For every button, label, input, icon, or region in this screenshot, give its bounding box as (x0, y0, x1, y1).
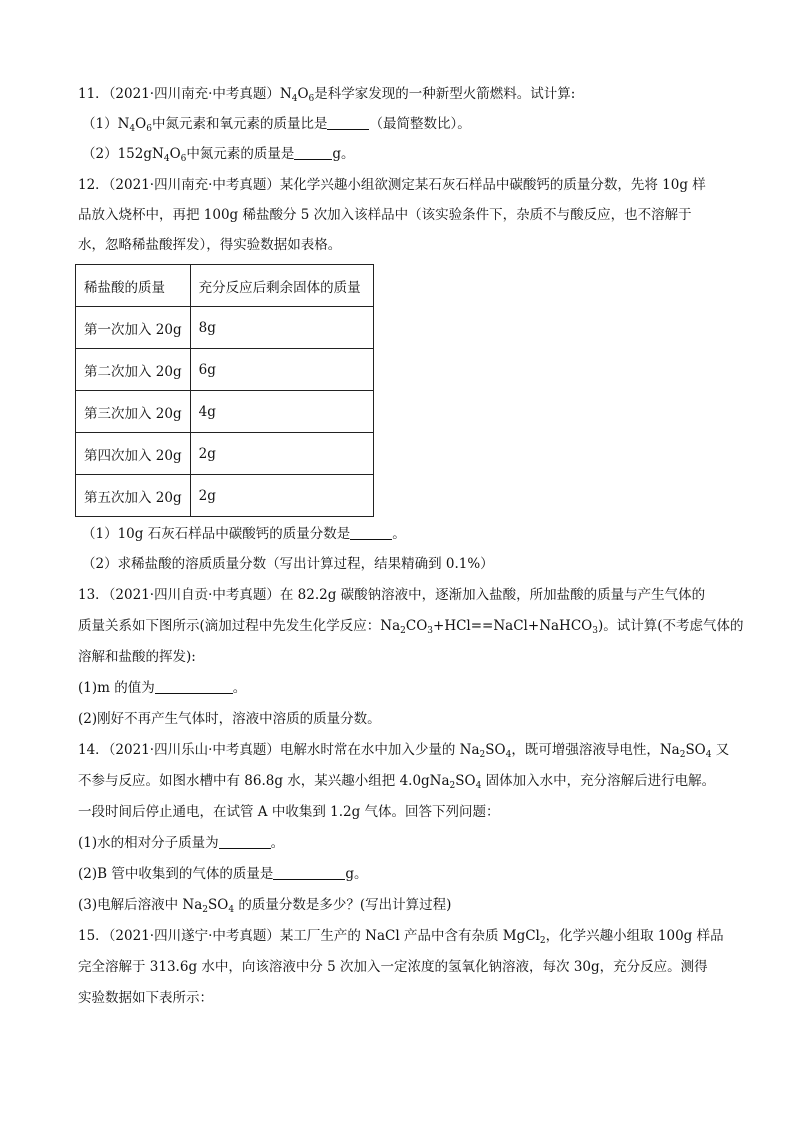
answer-blank[interactable] (155, 679, 233, 694)
answer-blank[interactable] (294, 145, 332, 160)
q13-part1: (1)m 的值为 。 (78, 680, 247, 696)
table-cell: 第一次加入 20g (76, 307, 191, 349)
q13-part2: (2)刚好不再产生气体时，溶液中溶质的质量分数。 (78, 711, 381, 727)
answer-blank[interactable] (219, 834, 271, 849)
table-cell: 2g (190, 475, 373, 517)
table-cell: 4g (190, 391, 373, 433)
q14-stem-line3: 一段时间后停止通电，在试管 A 中收集到 1.2g 气体。回答下列问题： (78, 804, 500, 820)
table-header-cell: 充分反应后剩余固体的质量 (190, 265, 373, 307)
table-row (76, 475, 374, 517)
q12-part1: （1）10g 石灰石样品中碳酸钙的质量分数是 。 (82, 526, 406, 542)
q11-part1: $(1)N_4O_6$中氮元素和氧元素的质量比是 （最简整数比）。 (82, 116, 471, 134)
table-row (76, 349, 374, 391)
q12-data-table (75, 264, 374, 517)
answer-blank[interactable] (350, 525, 392, 540)
answer-blank[interactable] (273, 865, 345, 880)
table-cell: 2g (190, 433, 373, 475)
q14-part1: (1)水的相对分子质量为 。 (78, 835, 285, 851)
q11-stem: 11．（2021·四川南充·中考真题）$N_4O_6$是科学家发现的一种新型火箭燃料。试计算: (78, 86, 576, 104)
q15-stem-line2: 完全溶解于 313.6g 水中，向该溶液中分 5 次加入一定浓度的氢氧化钠溶液，每次 30g，充分反应。测得 (78, 959, 708, 975)
table-row (76, 307, 374, 349)
q15-stem-line1: 15．（2021·四川遂宁·中考真题）某工厂生产的 NaCl 产品中含有杂质 MgCl$_2$，化学兴趣小组取 100g 样品 (78, 928, 724, 946)
q13-stem-line1: 13．（2021·四川自贡·中考真题）在 82.2g 碳酸钠溶液中，逐渐加入盐酸，所加盐酸的质量与产生气体的 (78, 587, 706, 603)
table-cell: 6g (190, 349, 373, 391)
q12-stem-line2: 品放入烧杯中，再把 100g 稀盐酸分 5 次加入该样品中（该实验条件下，杂质不与酸反应，也不溶解于 (78, 207, 692, 223)
q14-stem-line2: 不参与反应。如图水槽中有 86.8g 水，某兴趣小组把 $4.0gNa_2SO_4$ 固体加入水中，充分溶解后进行电解。 (78, 773, 716, 791)
q12-stem-line1: 12．（2021·四川南充·中考真题）某化学兴趣小组欲测定某石灰石样品中碳酸钙的质量分数，先将 10g 样 (78, 177, 706, 193)
table-cell: 第三次加入 20g (76, 391, 191, 433)
table-header-row (76, 265, 374, 307)
table-header-cell: 稀盐酸的质量 (76, 265, 191, 307)
table-row (76, 391, 374, 433)
table-cell: 第四次加入 20g (76, 433, 191, 475)
table-row (76, 433, 374, 475)
q14-part2: (2)B 管中收集到的气体的质量是 g。 (78, 866, 368, 882)
q14-stem-line1: 14．（2021·四川乐山·中考真题）电解水时常在水中加入少量的 $Na_2SO_4$，既可增强溶液导电性，$Na_2SO_4$ 又 (78, 742, 730, 760)
table-cell: 8g (190, 307, 373, 349)
table-cell: 第五次加入 20g (76, 475, 191, 517)
q15-stem-line3: 实验数据如下表所示： (78, 990, 213, 1006)
q13-stem-line3: 溶解和盐酸的挥发): (78, 649, 196, 665)
q11-part2: $(2)152gN_4O_6$中氮元素的质量是 g。 (82, 146, 355, 164)
q13-stem-line2: 质量关系如下图所示(滴加过程中先发生化学反应：$Na_2CO_3+HCl==NaCl+NaHCO_3$)。试计算(不考虑气体的 (78, 618, 744, 636)
answer-blank[interactable] (327, 115, 369, 130)
table-cell: 第二次加入 20g (76, 349, 191, 391)
q14-part3: (3)电解后溶液中 $Na_2SO_4$ 的质量分数是多少？(写出计算过程) (78, 897, 452, 915)
q12-stem-line3: 水，忽略稀盐酸挥发），得实验数据如表格。 (78, 237, 342, 253)
q12-part2: （2）求稀盐酸的溶质质量分数（写出计算过程，结果精确到 0.1%） (82, 556, 494, 572)
